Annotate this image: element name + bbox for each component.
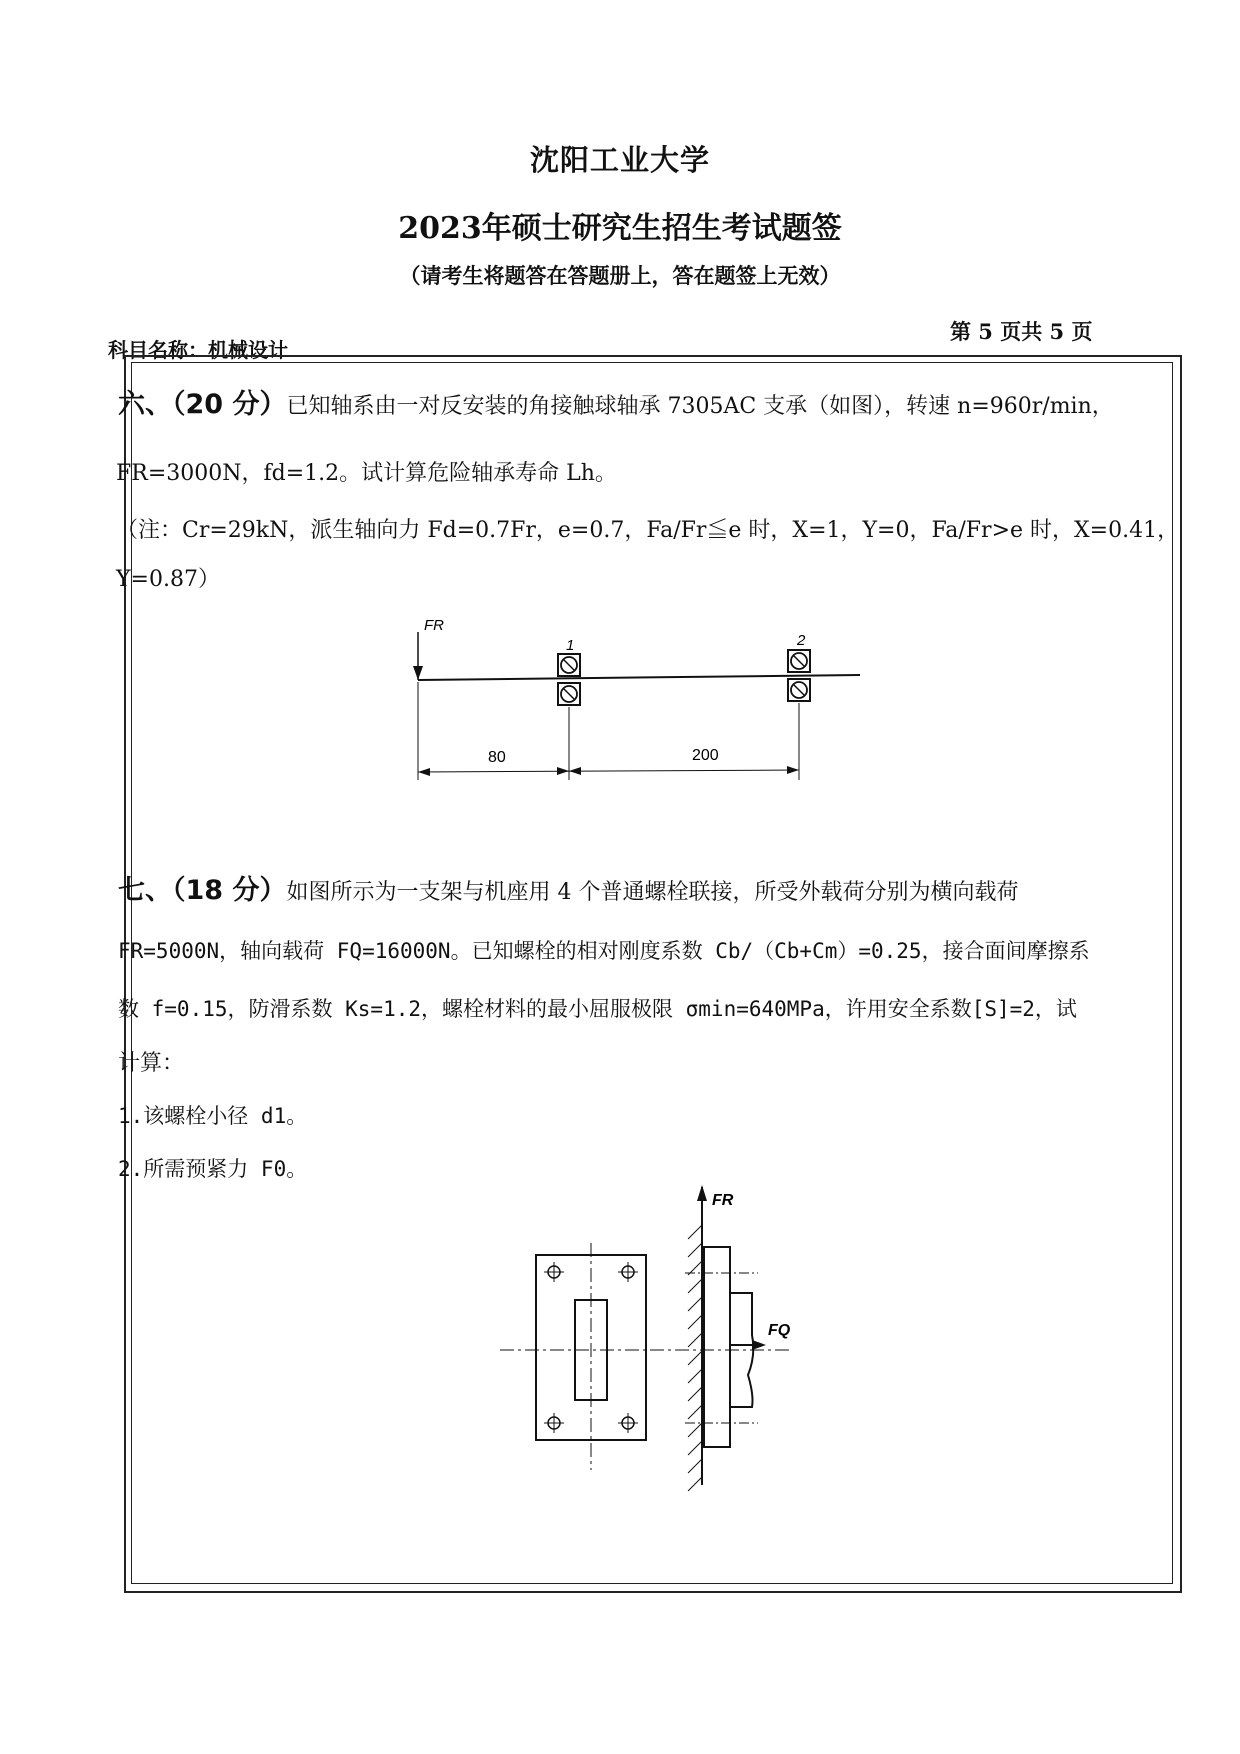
fr-label: FR (424, 617, 444, 634)
dimension-line (418, 770, 799, 772)
q6-number: 六、 (118, 389, 172, 420)
q6-line-2: FR=3000N，fd=1.2。试计算危险轴承寿命 Lh。 (116, 461, 617, 486)
q6-shaft-diagram (400, 610, 880, 795)
bolt-top-right (618, 1262, 638, 1282)
q7-line-2: FR=5000N，轴向载荷 FQ=16000N。已知螺栓的相对刚度系数 Cb/（Cb+Cm）=0.25，接合面间摩擦系 (118, 939, 1090, 963)
q6-score: （20 分） (172, 389, 287, 420)
bearing-2-label: 2 (797, 632, 806, 649)
bolt-bottom-left (544, 1413, 564, 1433)
q7-line-3: 数 f=0.15，防滑系数 Ks=1.2，螺栓材料的最小屈服极限 σmin=640MPa，许用安全系数[S]=2，试 (118, 997, 1077, 1021)
q7-item-2: 2.所需预紧力 F0。 (118, 1157, 308, 1181)
q6-line-4: Y=0.87） (116, 567, 220, 592)
fr-arrow-head (413, 666, 423, 680)
q7-item-1: 1.该螺栓小径 d1。 (118, 1104, 308, 1128)
q7-bracket-diagram (490, 1185, 850, 1515)
bearing-1 (558, 654, 580, 705)
q6-line-3: （注：Cr=29kN，派生轴向力 Fd=0.7Fr，e=0.7，Fa/Fr≦e 时，X=1，Y=0，Fa/Fr>e 时，X=0.41， (116, 518, 1180, 543)
q7-line-1 (118, 868, 1018, 907)
fr-arrow-head (697, 1185, 707, 1201)
fq-label: FQ (768, 1322, 791, 1339)
dim-200: 200 (692, 747, 719, 764)
q7-text-1: 如图所示为一支架与机座用 4 个普通螺栓联接，所受外载荷分别为横向载荷 (286, 880, 1019, 905)
bolt-bottom-right (618, 1413, 638, 1433)
fr-label: FR (712, 1192, 734, 1209)
school-name: 沈阳工业大学 (529, 143, 710, 177)
q7-number: 七、 (118, 875, 172, 906)
bracket-side-plate (704, 1247, 730, 1447)
bearing-1-label: 1 (566, 637, 575, 654)
wall-hatching (688, 1225, 702, 1491)
fq-arrow-head (752, 1340, 766, 1350)
exam-note: （请考生将题答在答题册上，答在题签上无效） (399, 263, 841, 288)
q7-score: （18 分） (172, 875, 287, 906)
page-info: 第 5 页共 5 页 (950, 319, 1093, 344)
q6-line-1 (118, 382, 1114, 421)
subject-name: 科目名称：机械设计 (108, 338, 288, 362)
dim-80: 80 (488, 749, 506, 766)
q6-text-1: 已知轴系由一对反安装的角接触球轴承 7305AC 支承（如图），转速 n=960r/min， (286, 394, 1114, 419)
bolt-top-left (544, 1262, 564, 1282)
q7-line-4: 计算： (118, 1051, 185, 1076)
exam-title: 2023年硕士研究生招生考试题签 (398, 211, 842, 246)
